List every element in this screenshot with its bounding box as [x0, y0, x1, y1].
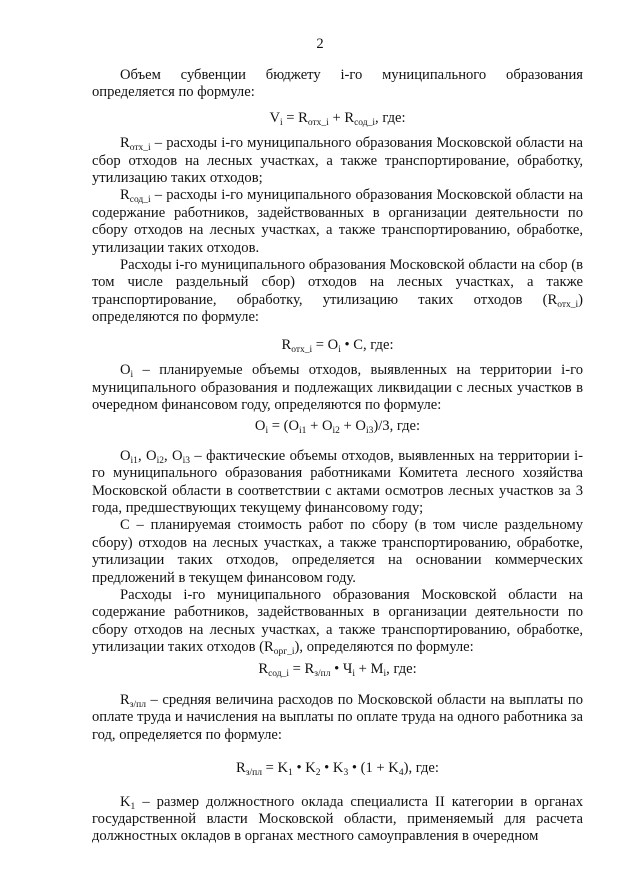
text-run: C – планируемая стоимость работ по сбору (в том числе раздельному сбору) отходов на лесных участках, а также транспортированию, обработке, утилизации таких отходов, определяется на основании коммерческих предложений в текущем финансовом году. — [92, 517, 583, 586]
formula-r-sod — [92, 661, 583, 678]
text-run: + O — [339, 418, 366, 435]
text-run: = (O — [268, 418, 300, 435]
subscript: сод_i — [129, 195, 151, 206]
subscript: i — [280, 117, 283, 128]
text-run: K — [120, 793, 131, 810]
text-run: – размер должностного оклада специалиста II категории в органах государственной власти Московской области, применяемый для расчета должностных окладов в органах местного самоуправления в очередном — [92, 793, 583, 845]
paragraph-r-otx-definition — [92, 135, 583, 187]
text-run: + R — [328, 109, 355, 126]
text-run: • Ч — [330, 660, 353, 677]
text-run: Объем субвенции бюджету i-го муниципального образования определяется по формуле: — [92, 67, 583, 101]
text-run: + M — [355, 660, 384, 677]
text-run: , O — [137, 447, 157, 464]
text-run: O — [254, 418, 266, 435]
text-run: • K — [320, 760, 344, 777]
text-run: – планируемые объемы отходов, выявленных на территории i-го муниципального образования и подлежащих ликвидации с лесных участков в очередном финансовом году, определяются по формуле: — [92, 362, 583, 413]
paragraph-waste-costs — [92, 257, 583, 327]
paragraph-r-zpl-definition — [92, 692, 583, 744]
text-run: = R — [288, 660, 315, 677]
subscript: 1 — [288, 768, 293, 779]
subscript: i1 — [130, 455, 138, 466]
text-run: R — [281, 336, 292, 353]
text-run: R — [236, 760, 246, 777]
text-run: • K — [292, 760, 316, 777]
paragraph-staff-costs — [92, 587, 583, 657]
text-run: R — [258, 660, 269, 677]
text-run: O — [120, 447, 131, 464]
subscript: 4 — [398, 768, 404, 779]
text-run: , где: — [386, 660, 417, 677]
paragraph-r-sod-definition — [92, 187, 583, 257]
text-run: + O — [306, 418, 333, 435]
text-run: R — [120, 135, 130, 152]
subscript: з/пл — [245, 768, 262, 779]
subscript: з/пл — [314, 668, 331, 679]
text-run: – фактические объемы отходов, выявленных на территории i-го муниципального образования работниками Комитета лесного хозяйства Московской области в соответствии с актами осмотров лесных участков за 3 года, предшествующих текущему финансовому году; — [92, 447, 583, 516]
subscript: i — [265, 426, 269, 437]
subscript: i3 — [365, 426, 374, 437]
subscript: отх_i — [129, 143, 151, 154]
paragraph-k1-definition — [92, 794, 583, 846]
subscript: i — [352, 668, 355, 679]
document-body — [92, 67, 583, 846]
subscript: отх_i — [557, 299, 579, 310]
text-run: = K — [261, 760, 289, 777]
text-run: R — [120, 187, 130, 204]
text-run: = R — [282, 109, 308, 126]
subscript: 3 — [343, 768, 349, 779]
paragraph-c-definition — [92, 517, 583, 587]
subscript: 1 — [130, 801, 136, 812]
text-run: ), определяются по формуле: — [294, 639, 474, 656]
text-run: ) определяются по формуле: — [92, 291, 583, 326]
subscript: i2 — [332, 426, 340, 437]
subscript: i — [383, 668, 387, 679]
formula-r-zpl — [92, 760, 583, 777]
text-run: • C, где: — [340, 336, 394, 353]
paragraph-subsidy-intro — [92, 67, 583, 102]
text-run: • (1 + K — [348, 760, 399, 777]
formula-r-otx — [92, 337, 583, 354]
text-run: – расходы i-го муниципального образования Московской области на содержание работников, задействованных в организации деятельности по сбору отходов на лесных участках, а также транспортированию, обработке, утилизации таких отходов. — [92, 187, 583, 256]
subscript: сод_i — [354, 117, 376, 128]
text-run: = O — [312, 336, 339, 353]
page-number: 2 — [316, 36, 324, 52]
subscript: з/пл — [129, 700, 146, 710]
text-run: ), где: — [403, 760, 439, 777]
text-run: Расходы i-го муниципального образования Московской области на содержание работников, задействованных в организации деятельности по сбору отходов на лесных участках, а также транспортированию, обработке, утилизации таких отходов (R — [92, 586, 583, 656]
paragraph-o-factual — [92, 448, 583, 518]
text-run: R — [120, 692, 130, 708]
text-run: – средняя величина расходов по Московской области на выплаты по оплате труда и начисления на выплаты по оплате труда на одного работника за год, определяется по формуле: — [92, 692, 583, 743]
formula-v — [92, 110, 583, 127]
subscript: отх_i — [291, 344, 313, 355]
text-run: O — [120, 362, 131, 379]
subscript: i1 — [299, 426, 307, 437]
text-run: Расходы i-го муниципального образования Московской области на сбор (в том числе раздельный сбор) отходов на лесных участках, а также транспортирование, обработку, утилизацию таких отходов (R — [92, 257, 583, 308]
subscript: орг_i — [273, 647, 295, 658]
text-run: , O — [163, 447, 183, 464]
text-run: V — [269, 109, 280, 126]
text-run: – расходы i-го муниципального образования Московской области на сбор отходов на лесных участках, а также транспортирование, обработку, утилизацию таких отходов; — [92, 135, 583, 187]
subscript: отх_i — [307, 117, 329, 128]
subscript: сод_i — [268, 668, 289, 679]
formula-o — [92, 418, 583, 435]
subscript: i — [130, 370, 134, 381]
paragraph-o-definition — [92, 362, 583, 414]
subscript: i2 — [156, 455, 164, 466]
subscript: i — [338, 344, 341, 355]
subscript: 2 — [315, 768, 321, 779]
text-run: , где: — [375, 109, 406, 126]
subscript: i3 — [182, 455, 190, 466]
text-run: )/3, где: — [373, 418, 421, 435]
